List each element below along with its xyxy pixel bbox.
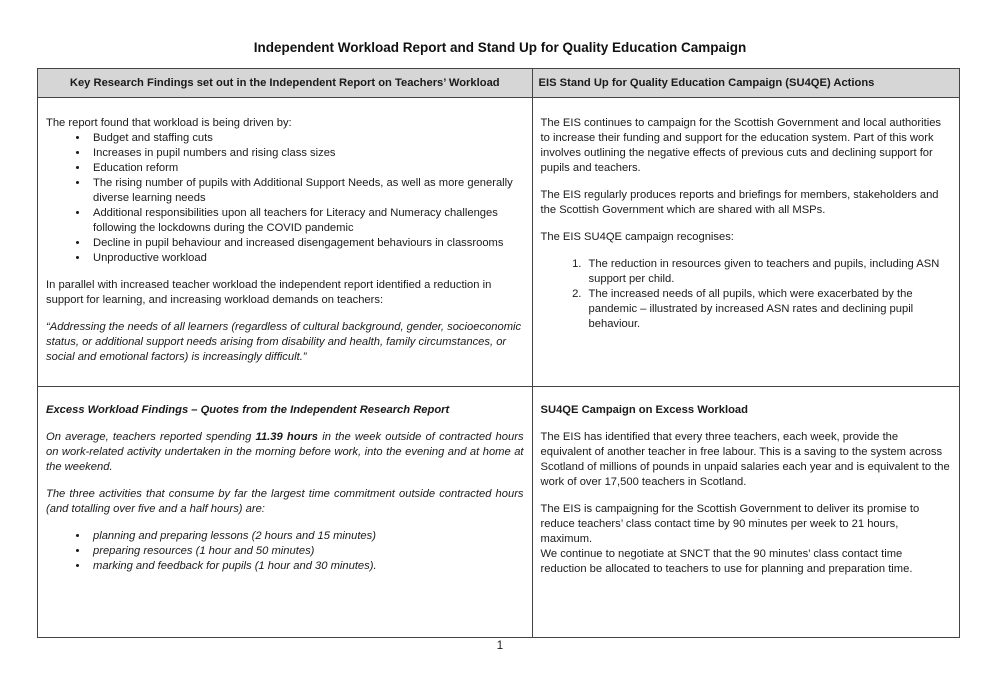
excess-findings-paragraph-1 bbox=[46, 430, 524, 475]
excess-campaign-paragraph-3: We continue to negotiate at SNCT that the 90 minutes’ class contact time reduction be allocated to teachers to use for planning and preparation time. bbox=[540, 548, 913, 575]
list-item: • The rising number of pupils with Additional Support Needs, as well as more generally diverse learning needs bbox=[89, 176, 524, 206]
campaign-recognises-list bbox=[541, 257, 951, 332]
comparison-table bbox=[37, 68, 960, 638]
cell-excess-workload-campaign bbox=[532, 387, 959, 638]
list-item: 1. The reduction in resources given to teachers and pupils, including ASN support per child. bbox=[585, 257, 951, 287]
list-item: • marking and feedback for pupils (1 hour and 30 minutes). bbox=[89, 559, 524, 574]
list-item: • Additional responsibilities upon all teachers for Literacy and Numeracy challenges following the lockdowns during the COVID pandemic bbox=[89, 206, 524, 236]
cell-excess-workload-findings bbox=[38, 387, 533, 638]
text-span: On average, teachers reported spending bbox=[46, 431, 256, 443]
list-item: 2. The increased needs of all pupils, which were exacerbated by the pandemic – illustrated by increased ASN rates and declining pupil behaviour. bbox=[585, 287, 951, 332]
findings-paragraph: In parallel with increased teacher workload the independent report identified a reduction in support for learning, and increasing workload demands on teachers: bbox=[46, 279, 492, 306]
list-item: • Unproductive workload bbox=[89, 251, 524, 266]
list-item: • Budget and staffing cuts bbox=[89, 131, 524, 146]
excess-findings-paragraph-2: The three activities that consume by far the largest time commitment outside contracted hours (and totalling over five and a half hours) are: bbox=[46, 488, 524, 515]
list-item: • Education reform bbox=[89, 161, 524, 176]
excess-campaign-paragraph-1: The EIS has identified that every three teachers, each week, provide the equivalent of another teacher in free labour. This is a saving to the system across Scotland of millions of pounds in unpaid salaries each year and is equivalent to the work of over 17,500 teachers in Scotland. bbox=[540, 431, 950, 488]
cell-campaign-actions bbox=[532, 98, 959, 387]
list-item: • planning and preparing lessons (2 hours and 15 minutes) bbox=[89, 529, 524, 544]
table-row bbox=[38, 98, 960, 387]
document-title: Independent Workload Report and Stand Up for Quality Education Campaign bbox=[253, 40, 747, 55]
campaign-paragraph-2: The EIS regularly produces reports and briefings for members, stakeholders and the Scottish Government which are shared with all MSPs. bbox=[540, 189, 939, 216]
excess-campaign-heading: SU4QE Campaign on Excess Workload bbox=[540, 404, 748, 416]
header-research-findings: Key Research Findings set out in the Independent Report on Teachers’ Workload bbox=[38, 69, 533, 98]
text-span: in the week outside of contracted hours on work-related activity undertaken in the morning before work, into the evening and at home at the weekend. bbox=[46, 431, 524, 473]
list-item: • Increases in pupil numbers and rising class sizes bbox=[89, 146, 524, 161]
header-campaign-actions: EIS Stand Up for Quality Education Campaign (SU4QE) Actions bbox=[532, 69, 959, 98]
page-number: 1 bbox=[496, 640, 504, 652]
table-row bbox=[38, 387, 960, 638]
workload-drivers-list bbox=[46, 131, 524, 266]
activities-list bbox=[46, 529, 524, 574]
list-item: • preparing resources (1 hour and 50 minutes) bbox=[89, 544, 524, 559]
cell-research-findings bbox=[38, 98, 533, 387]
findings-intro: The report found that workload is being driven by: bbox=[46, 117, 292, 129]
excess-findings-heading: Excess Workload Findings – Quotes from the Independent Research Report bbox=[46, 404, 450, 416]
hours-highlight: 11.39 hours bbox=[255, 431, 319, 443]
findings-quote: “Addressing the needs of all learners (regardless of cultural background, gender, socioeconomic status, or additional support needs arising from disability and health, family circumstances, or social and emotional factors) is increasingly difficult.” bbox=[46, 321, 522, 363]
campaign-paragraph-3: The EIS SU4QE campaign recognises: bbox=[540, 231, 734, 243]
excess-campaign-paragraph-2: The EIS is campaigning for the Scottish Government to deliver its promise to reduce teachers’ class contact time by 90 minutes per week to 21 hours, maximum. bbox=[540, 503, 920, 545]
list-item: • Decline in pupil behaviour and increased disengagement behaviours in classrooms bbox=[89, 236, 524, 251]
campaign-paragraph-1: The EIS continues to campaign for the Scottish Government and local authorities to increase their funding and support for the education system. Part of this work involves outlining the negative effects of previous cuts and declining support for pupils and teachers. bbox=[540, 117, 942, 174]
table-header-row bbox=[38, 69, 960, 98]
